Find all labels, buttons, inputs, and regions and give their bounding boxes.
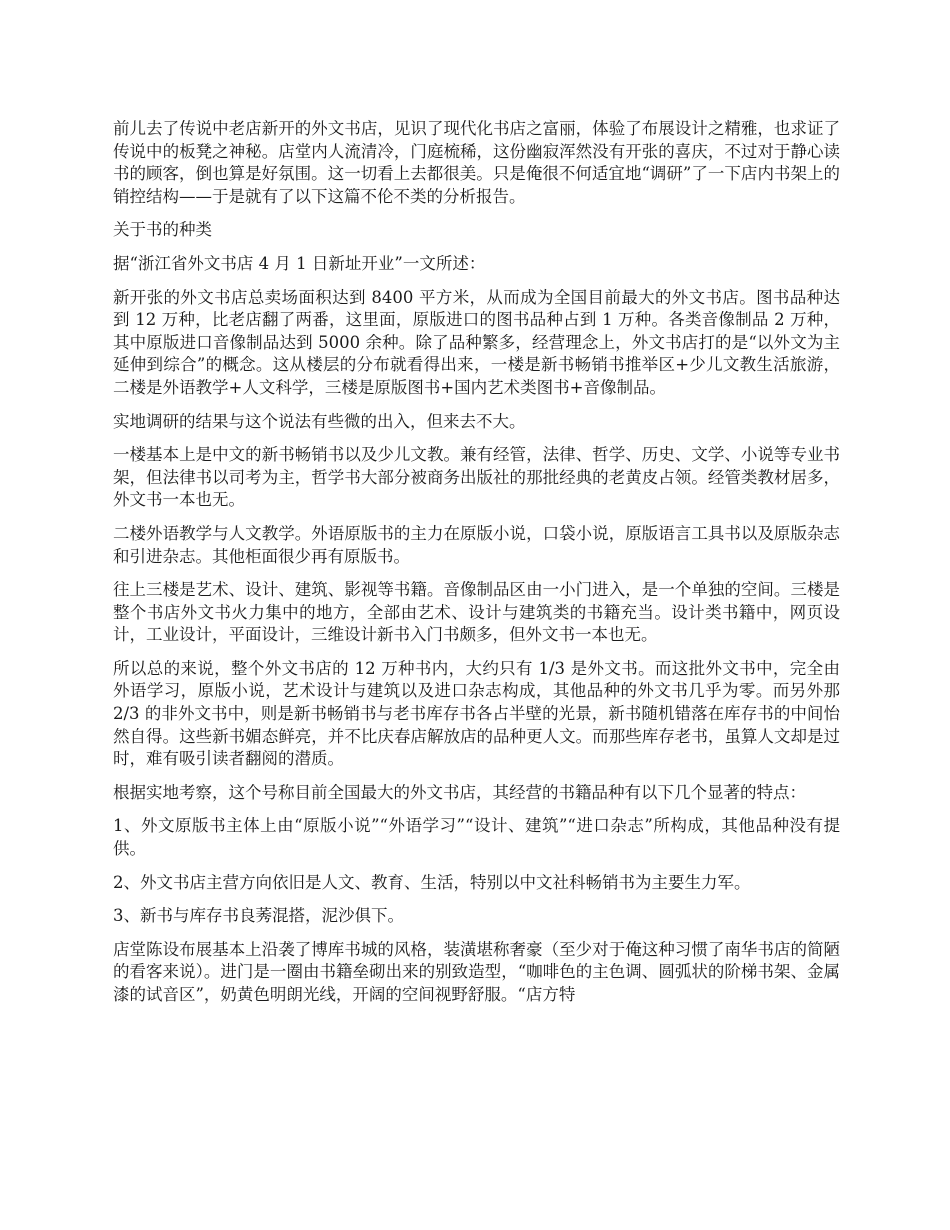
section-heading-book-types: 关于书的种类 <box>113 220 212 240</box>
paragraph-second-floor: 二楼外语教学与人文教学。外语原版书的主力在原版小说，口袋小说，原版语言工具书以及原版杂志和引进杂志。其他柜面很少再有原版书。 <box>113 523 840 566</box>
paragraph-store-facts: 新开张的外文书店总卖场面积达到 8400 平方米，从而成为全国目前最大的外文书店。图书品种达到 12 万种，比老店翻了两番，这里面，原版进口的图书品种占到 1 万种。各类音像制品 2 万种，其中原版进口音像制品达到 5000 余种。除了品种繁多，经营理念上，外文书店打的是“以外文为主延伸到综合”的概念。这从楼层的分布就看得出来，一楼是新书畅销书推举区+少儿文教生活旅游，二楼是外语教学+人文科学，三楼是原版图书+国内艺术类图书+音像制品。 <box>113 287 840 397</box>
paragraph-source-citation: 据“浙江省外文书店 4 月 1 日新址开业”一文所述： <box>113 253 486 273</box>
paragraph-third-floor: 往上三楼是艺术、设计、建筑、影视等书籍。音像制品区由一小门进入，是一个单独的空间。三楼是整个书店外文书火力集中的地方，全部由艺术、设计与建筑类的书籍充当。设计类书籍中，网页设计，工业设计，平面设计，三维设计新书入门书颇多，但外文书一本也无。 <box>113 580 840 645</box>
paragraph-intro: 前儿去了传说中老店新开的外文书店，见识了现代化书店之富丽，体验了布展设计之精雅，也求证了传说中的板凳之神秘。店堂内人流清冷，门庭梳稀，这份幽寂浑然没有开张的喜庆，不过对于静心读书的顾客，倒也算是好氛围。这一切看上去都很美。只是俺很不何适宜地“调研”了一下店内书架上的销控结构——于是就有了以下这篇不伦不类的分析报告。 <box>113 119 840 206</box>
paragraph-features-intro: 根据实地考察，这个号称目前全国最大的外文书店，其经营的书籍品种有以下几个显著的特点： <box>113 782 806 802</box>
paragraph-summary: 所以总的来说，整个外文书店的 12 万种书内，大约只有 1/3 是外文书。而这批外文书中，完全由外语学习，原版小说，艺术设计与建筑以及进口杂志构成，其他品种的外文书几乎为零。而另外那 2/3 的非外文书中，则是新书畅销书与老书库存书各占半壁的光景，新书随机错落在库存书的中间怡然自得。这些新书媚态鲜亮，并不比庆春店解放店的品种更人文。而那些库存老书，虽算人文却是过时，难有吸引读者翻阅的潜质。 <box>113 658 840 769</box>
paragraph-field-research: 实地调研的结果与这个说法有些微的出入，但来去不大。 <box>113 411 526 431</box>
list-item-feature-3: 3、新书与库存书良莠混搭，泥沙俱下。 <box>113 906 404 926</box>
list-item-feature-1: 1、外文原版书主体上由“原版小说”“外语学习”“设计、建筑”“进口杂志”所构成，其他品种没有提供。 <box>113 816 840 859</box>
document-body <box>113 118 840 1018</box>
paragraph-store-layout: 店堂陈设布展基本上沿袭了博库书城的风格，装潢堪称奢豪（至少对于俺这种习惯了南华书店的简陋的看客来说）。进门是一圈由书籍垒砌出来的别致造型，“咖啡色的主色调、圆弧状的阶梯书架、金属漆的试音区”，奶黄色明朗光线，开阔的空间视野舒服。“店方特 <box>113 939 840 1004</box>
list-item-feature-2: 2、外文书店主营方向依旧是人文、教育、生活，特别以中文社科畅销书为主要生力军。 <box>113 872 751 892</box>
paragraph-first-floor: 一楼基本上是中文的新书畅销书以及少儿文教。兼有经管，法律、哲学、历史、文学、小说等专业书架，但法律书以司考为主，哲学书大部分被商务出版社的那批经典的老黄皮占领。经管类教材居多，外文书一本也无。 <box>113 445 840 510</box>
